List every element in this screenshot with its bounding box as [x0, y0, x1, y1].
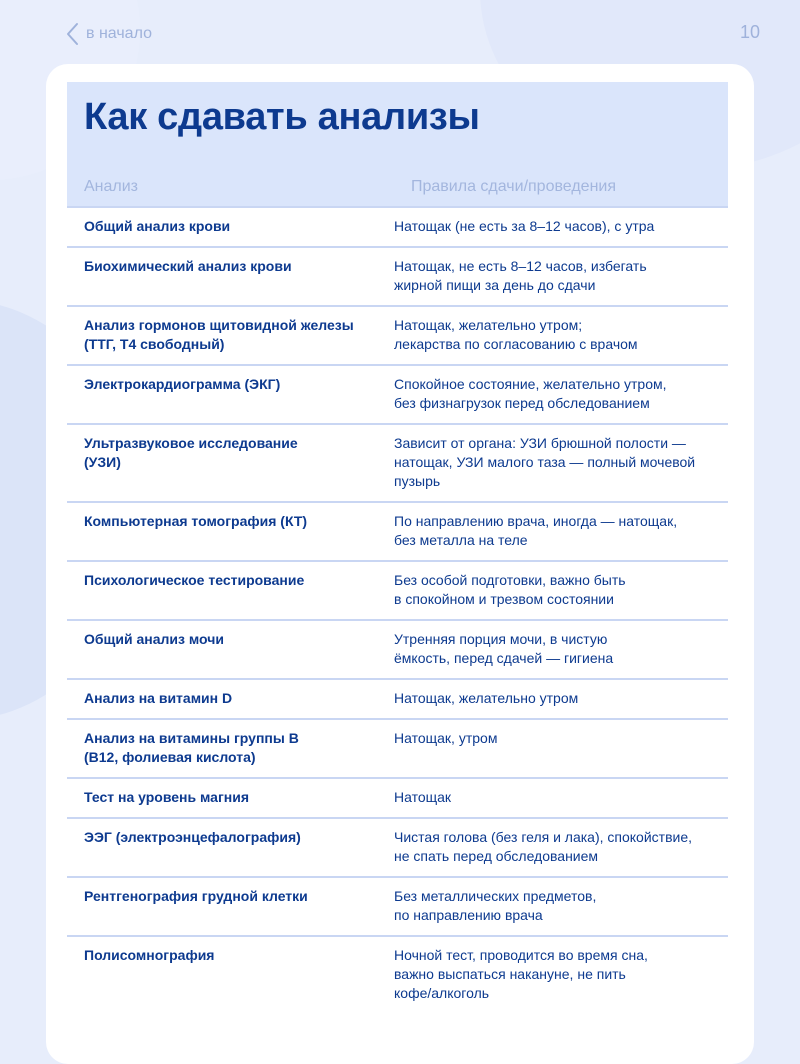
table-row	[67, 777, 728, 817]
title-header	[67, 82, 728, 206]
table-row	[67, 305, 728, 364]
column-header-rules: Правила сдачи/проведения	[411, 178, 617, 195]
back-to-start-link[interactable]	[64, 20, 152, 48]
table-row	[67, 560, 728, 619]
analysis-name: Анализ на витамины группы B (B12, фолиевая кислота)	[84, 730, 299, 765]
analysis-name: Компьютерная томография (КТ)	[84, 513, 308, 529]
table-row	[67, 364, 728, 423]
analysis-rule: Без особой подготовки, важно быть в спокойном и трезвом состоянии	[394, 572, 626, 607]
analysis-rule: Натощак, не есть 8–12 часов, избегать жирной пищи за день до сдачи	[394, 258, 647, 293]
analysis-name: Общий анализ мочи	[84, 631, 224, 647]
analysis-name: Тест на уровень магния	[84, 789, 250, 805]
table-row	[67, 817, 728, 876]
analysis-rule: Натощак (не есть за 8–12 часов), с утра	[394, 218, 655, 234]
analysis-rule: Ночной тест, проводится во время сна, важно выспаться накануне, не пить кофе/алкоголь	[394, 947, 648, 1001]
table-row	[67, 678, 728, 718]
analysis-rule: Натощак, утром	[394, 730, 498, 746]
content-card	[46, 64, 754, 1064]
analysis-name: Рентгенография грудной клетки	[84, 888, 308, 904]
table-row	[67, 423, 728, 501]
analysis-rule: Без металлических предметов, по направлению врача	[394, 888, 597, 923]
analysis-rule: Зависит от органа: УЗИ брюшной полости — натощак, УЗИ малого таза — полный мочевой пузырь	[394, 435, 696, 489]
chevron-left-icon	[64, 20, 84, 48]
analysis-rule: Натощак	[394, 789, 452, 805]
analysis-name: Электрокардиограмма (ЭКГ)	[84, 376, 281, 392]
analysis-name: Биохимический анализ крови	[84, 258, 292, 274]
back-link-label: в начало	[86, 25, 152, 42]
table-row	[67, 246, 728, 305]
analysis-name: Ультразвуковое исследование (УЗИ)	[84, 435, 298, 470]
analysis-rule: Натощак, желательно утром; лекарства по согласованию с врачом	[394, 317, 638, 352]
column-header-analysis: Анализ	[84, 178, 139, 195]
analysis-name: Общий анализ крови	[84, 218, 231, 234]
analysis-rule: Утренняя порция мочи, в чистую ёмкость, перед сдачей — гигиена	[394, 631, 614, 666]
analysis-rule: Чистая голова (без геля и лака), спокойствие, не спать перед обследованием	[394, 829, 693, 864]
table-row	[67, 206, 728, 246]
analyses-table	[67, 206, 728, 1013]
analysis-rule: Спокойное состояние, желательно утром, без физнагрузок перед обследованием	[394, 376, 667, 411]
table-row	[67, 935, 728, 1013]
analysis-name: Психологическое тестирование	[84, 572, 305, 588]
table-row	[67, 619, 728, 678]
analysis-name: ЭЭГ (электроэнцефалография)	[84, 829, 301, 845]
analysis-rule: Натощак, желательно утром	[394, 690, 579, 706]
analysis-name: Анализ на витамин D	[84, 690, 233, 706]
analysis-rule: По направлению врача, иногда — натощак, без металла на теле	[394, 513, 678, 548]
page-number: 10	[739, 22, 760, 42]
analysis-name: Анализ гормонов щитовидной железы (ТТГ, Т4 свободный)	[84, 317, 354, 352]
table-row	[67, 718, 728, 777]
table-row	[67, 876, 728, 935]
table-row	[67, 501, 728, 560]
analysis-name: Полисомнография	[84, 947, 215, 963]
page-title: Как сдавать анализы	[84, 96, 480, 138]
